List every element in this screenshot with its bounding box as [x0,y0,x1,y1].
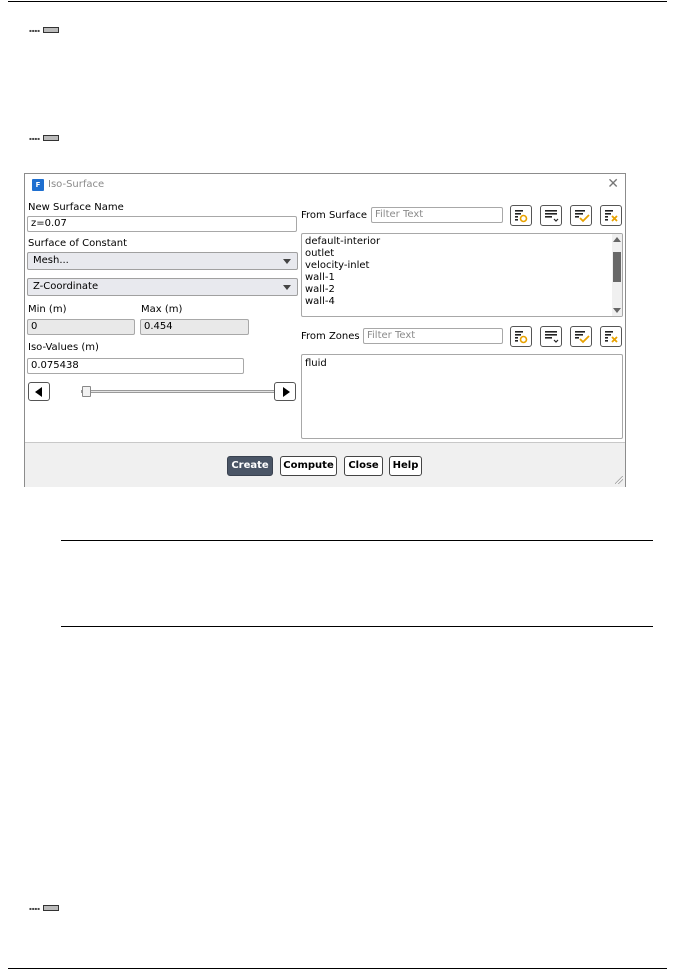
compute-button[interactable]: Compute [280,456,337,476]
deselect-all-icon [604,329,620,344]
surface-deselect-all-button[interactable] [600,205,622,226]
new-surface-name-label: New Surface Name [28,202,124,213]
surface-category-dropdown[interactable] [27,252,298,270]
surface-of-constant-label: Surface of Constant [28,238,128,249]
surface-match-button[interactable] [510,205,532,226]
zones-match-button[interactable] [510,326,532,347]
slider-decrement-button[interactable] [28,382,50,401]
from-surface-list [301,233,623,317]
new-surface-name-input[interactable]: z=0.07 [27,216,297,232]
slider-thumb[interactable] [82,386,91,397]
surface-select-checked-button[interactable] [570,205,592,226]
slider-increment-button[interactable] [274,382,296,401]
match-icon [514,208,528,223]
max-field: 0.454 [140,319,249,335]
resize-grip[interactable] [615,476,623,484]
chevron-down-icon [283,285,291,290]
zones-deselect-all-button[interactable] [600,326,622,347]
zone-list-item[interactable]: fluid [305,358,327,369]
from-zones-list [301,354,623,439]
surface-list-item[interactable]: wall-1 [305,272,335,283]
surface-filter-input[interactable]: Filter Text [371,207,503,223]
help-button[interactable]: Help [389,456,422,476]
surface-list-item[interactable]: default-interior [305,236,381,247]
close-button[interactable]: Close [344,456,383,476]
deselect-all-icon [604,208,620,223]
zones-select-all-button[interactable] [540,326,562,347]
from-zones-label: From Zones [301,331,360,342]
select-all-icon [544,329,560,344]
scroll-down-icon[interactable] [613,308,621,313]
top-rule [8,1,667,2]
surface-select-all-button[interactable] [540,205,562,226]
match-icon [514,329,528,344]
close-icon[interactable]: ✕ [607,176,619,192]
surface-category-value: Mesh... [33,255,69,266]
page-marker: ▪▪▪▪ [29,27,59,33]
max-label: Max (m) [141,304,183,315]
dialog-title: Iso-Surface [48,179,105,190]
note-rule-top [61,540,653,541]
title-bar [25,174,625,196]
surface-quantity-dropdown[interactable] [27,278,298,296]
from-surface-label: From Surface [301,210,368,221]
min-field: 0 [27,319,135,335]
zones-filter-input[interactable]: Filter Text [363,328,503,344]
select-checked-icon [574,329,590,344]
page-marker: ▪▪▪▪ [29,905,59,911]
note-rule-bottom [61,626,653,627]
zones-select-checked-button[interactable] [570,326,592,347]
iso-value-slider[interactable] [81,390,295,393]
select-all-icon [544,208,560,223]
select-checked-icon [574,208,590,223]
iso-values-label: Iso-Values (m) [28,342,99,353]
chevron-down-icon [283,259,291,264]
surface-list-scrollbar[interactable] [612,234,622,316]
surface-list-item[interactable]: outlet [305,248,335,259]
surface-list-item[interactable]: velocity-inlet [305,260,370,271]
scroll-up-icon[interactable] [613,237,621,242]
scroll-thumb[interactable] [613,252,621,282]
min-label: Min (m) [28,304,67,315]
page-marker: ▪▪▪▪ [29,135,59,141]
arrow-left-icon [35,387,42,397]
iso-values-input[interactable]: 0.075438 [27,358,244,374]
bottom-rule [8,968,667,969]
surface-list-item[interactable]: wall-2 [305,284,335,295]
arrow-right-icon [283,387,290,397]
surface-list-item[interactable]: wall-4 [305,296,335,307]
iso-surface-dialog [24,173,626,487]
surface-quantity-value: Z-Coordinate [33,281,99,292]
dialog-footer [25,443,625,487]
app-icon: F [32,179,44,191]
create-button[interactable]: Create [227,456,273,476]
